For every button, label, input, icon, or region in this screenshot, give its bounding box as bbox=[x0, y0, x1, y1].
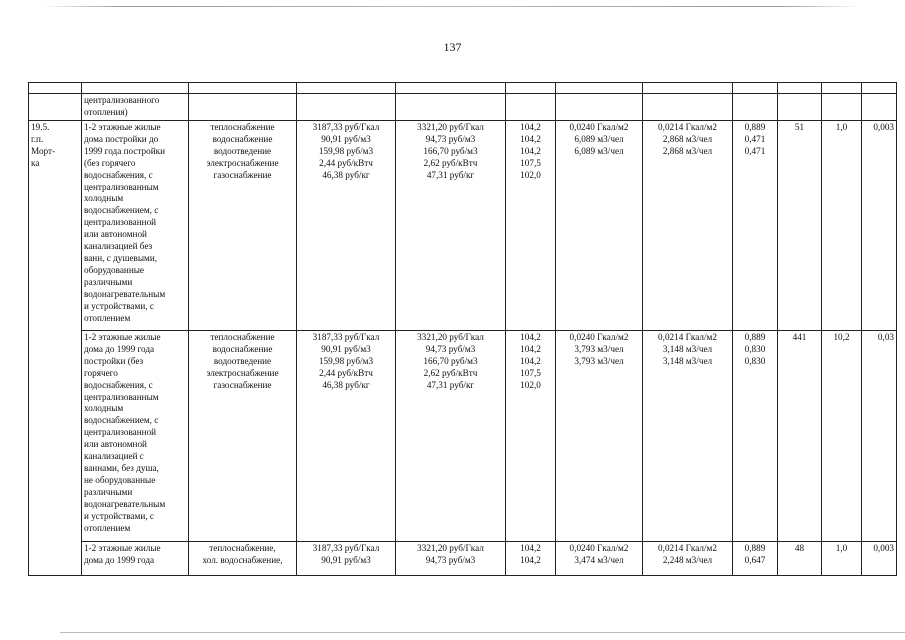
prev-row-description: централизованного отопления) bbox=[82, 94, 189, 121]
tariff-new: 3321,20 руб/Гкал 94,73 руб/м3 166,70 руб/м3 2,62 руб/кВтч 47,31 руб/кг bbox=[396, 121, 506, 331]
section-number: 19.5. bbox=[31, 122, 50, 132]
page-number: 137 bbox=[443, 40, 462, 54]
coefficient: 0,889 0,647 bbox=[733, 542, 778, 576]
norm-base: 0,0240 Гкал/м2 3,474 м3/чел bbox=[556, 542, 643, 576]
value-a: 1,0 bbox=[822, 121, 862, 331]
tariff-new: 3321,20 руб/Гкал 94,73 руб/м3 166,70 руб/м3 2,62 руб/кВтч 47,31 руб/кг bbox=[396, 331, 506, 542]
table-row-continuation bbox=[29, 94, 897, 121]
services-list: теплоснабжение водоснабжение водоотведение электроснабжение газоснабжение bbox=[189, 121, 297, 331]
housing-description: 1-2 этажные жилые дома до 1999 года постройки (без горячего водоснабжения, с централизованным холодным водоснабжением, с централизованной или автономной канализацией с ваннами, без душа, не оборудованные различными водонагревательным и устройствами, с отоплением bbox=[82, 331, 189, 542]
services-list: теплоснабжение водоснабжение водоотведение электроснабжение газоснабжение bbox=[189, 331, 297, 542]
table-row bbox=[29, 542, 897, 576]
population-count: 441 bbox=[778, 331, 822, 542]
value-a: 1,0 bbox=[822, 542, 862, 576]
growth-index: 104,2 104,2 bbox=[506, 542, 556, 576]
growth-index: 104,2 104,2 104,2 107,5 102,0 bbox=[506, 331, 556, 542]
services-list: теплоснабжение, хол. водоснабжение, bbox=[189, 542, 297, 576]
tariff-base: 3187,33 руб/Гкал 90,91 руб/м3 159,98 руб/м3 2,44 руб/кВтч 46,38 руб/кг bbox=[297, 331, 396, 542]
norm-base: 0,0240 Гкал/м2 3,793 м3/чел 3,793 м3/чел bbox=[556, 331, 643, 542]
scan-edge-line bbox=[60, 632, 905, 633]
tariff-base: 3187,33 руб/Гкал 90,91 руб/м3 bbox=[297, 542, 396, 576]
norm-new: 0,0214 Гкал/м2 3,148 м3/чел 3,148 м3/чел bbox=[643, 331, 733, 542]
norm-new: 0,0214 Гкал/м2 2,248 м3/чел bbox=[643, 542, 733, 576]
growth-index: 104,2 104,2 104,2 107,5 102,0 bbox=[506, 121, 556, 331]
housing-description: 1-2 этажные жилые дома до 1999 года bbox=[82, 542, 189, 576]
locality-name: г.п. Морт- ка bbox=[31, 133, 56, 168]
population-count: 48 bbox=[778, 542, 822, 576]
housing-description: 1-2 этажные жилые дома постройки до 1999 года постройки (без горячего водоснабжения, с централизованным холодным водоснабжением, с централизованной или автономной канализацией без ванн, с душевыми, оборудованные различными водонагревательным и устройствами, с отоплением bbox=[82, 121, 189, 331]
section-cell bbox=[29, 121, 82, 576]
value-b: 0,003 bbox=[862, 121, 897, 331]
tariff-table bbox=[28, 82, 897, 576]
value-b: 0,03 bbox=[862, 331, 897, 542]
tariff-new: 3321,20 руб/Гкал 94,73 руб/м3 bbox=[396, 542, 506, 576]
population-count: 51 bbox=[778, 121, 822, 331]
scan-edge-line bbox=[40, 6, 860, 7]
value-a: 10,2 bbox=[822, 331, 862, 542]
table-row bbox=[29, 121, 897, 331]
value-b: 0,003 bbox=[862, 542, 897, 576]
table-row-top-edge bbox=[29, 83, 897, 94]
coefficient: 0,889 0,471 0,471 bbox=[733, 121, 778, 331]
coefficient: 0,889 0,830 0,830 bbox=[733, 331, 778, 542]
norm-base: 0,0240 Гкал/м2 6,089 м3/чел 6,089 м3/чел bbox=[556, 121, 643, 331]
tariff-base: 3187,33 руб/Гкал 90,91 руб/м3 159,98 руб/м3 2,44 руб/кВтч 46,38 руб/кг bbox=[297, 121, 396, 331]
norm-new: 0,0214 Гкал/м2 2,868 м3/чел 2,868 м3/чел bbox=[643, 121, 733, 331]
table-row bbox=[29, 331, 897, 542]
